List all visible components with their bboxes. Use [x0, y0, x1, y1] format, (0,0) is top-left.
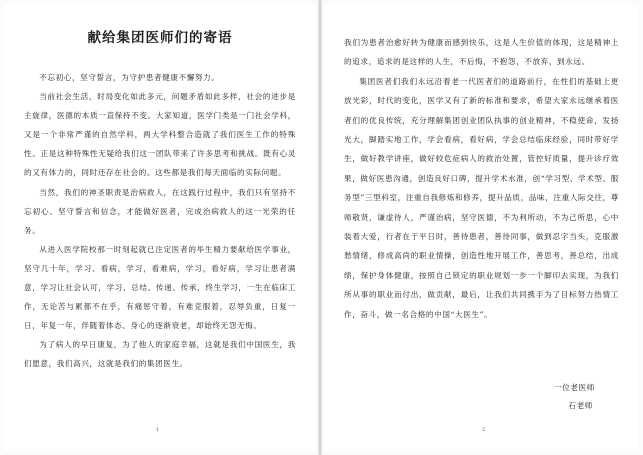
signature-name: 石老师 [568, 401, 593, 410]
right-page [324, 4, 639, 451]
paragraph-3: 当然，我们的神圣职责是治病救人，在这践行过程中，我们只有坚持不忘初心、坚守誓言和信念，才能做好医者，完成治病救人的这一光荣的任务。 [24, 187, 296, 235]
page-number-left: 1 [156, 427, 160, 433]
paragraph-5: 为了病人的早日康复，为了他人的家庭幸福，这就是我们中国医生，我们愿意，我们高兴，这就是我们的集团医生。 [24, 340, 296, 369]
page-number-right: 2 [482, 427, 486, 433]
paragraph-2: 当前社会生活，时局变化如此多元，问题矛盾如此多样，社会的进步是主旋律，医德的本质一直保持不变。大家知道，医学门类是一门社会学科，又是一个非常严谨的自然学科，两大学科整合造就了我们医生工作的特殊性。正是这种特殊性无疑给我们这一团队带来了许多思考和挑战。既有心灵的又有体力的，同时还存在社会的。这些都是我们每天面临的实际问题。 [24, 92, 296, 178]
signature-title: 一位老医师 [554, 383, 595, 392]
document-title: 献给集团医师们的寄语 [87, 30, 233, 46]
paragraph-4: 从进入医学院校那一时刻起就已注定医者的毕生精力要献给医学事业，坚守几十年，学习、看病，学习，看难病，学习，看好病，学习让患者满意，学习让社会认可，学习、总结、传递、传承，终生学习，一生在临床工作，无论苦与累都不在乎，有痛惩守着，有难克服着，忍辱负重，日复一日，年复一年，伴随着体态、身心的逐渐衰老，却始终无怨无悔。 [24, 244, 296, 331]
page-gutter [318, 0, 322, 455]
paragraph-continued: 我们为患者治愈好转为健康而感到快乐，这是人生价值的体现，这是精神上的追求，追求的是这样的人生，不后悔，不抱怨，不放弃，到永远。 [344, 38, 619, 67]
left-page [4, 4, 316, 451]
paragraph-6: 集团医者们我们永远沿着老一代医者们的道路前行，在性们的基础上更放光彩，时代的变化，医学又有了新的标准和要求，希望大家永远继承着医者们的优良传统，充分理解集团创业团队执事的创业精神，不稳使命，发扬光大，脚踏实地工作，学会看病，看好病，学会总结临床经验，同时带好学生，做好教学讲座，做好较危症病人的救治处置，管控好质量，提升诊疗效果，做好医患沟通，创造良好口碑，提升学术水准，创“学习型、学术型、服务型”三型科室，注重自我修炼和修养，提升品质，品味，注重人际交往，尊师敬贤，谦虚待人，严谨治病，坚守医德，不为利所动，不为己所思，心中装着大爱，行者在于平日时，善待患者，善待同事，做到忍字当头，克服激愁情绪，修成高尚的职业情操，创造性地开展工作，善思考，善总结，出成绩，保护身体健康，按照自己锁定的职业规划一步一个脚印去实现，为我们所从事的职业而付出，做贡献，最后，让我们共同携手为了目标努力热情工作，奋斗，做一名合格的中国“大医生”。 [344, 76, 619, 319]
paragraph-1: 不忘初心，坚守誓言，为守护患者健康不懈努力。 [39, 73, 220, 82]
